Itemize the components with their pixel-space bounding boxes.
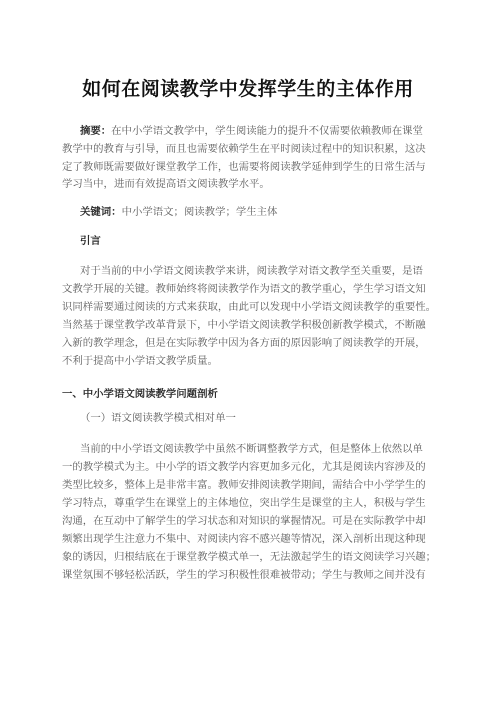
intro-heading: 引言 <box>80 235 101 247</box>
abstract-label: 摘要： <box>80 125 112 137</box>
abstract-text-1: 在中小学语文教学中，学生阅读能力的提升不仅需要依赖教师在课堂 <box>111 125 423 137</box>
section1-line-8: 课堂氛围不够轻松活跃，学生的学习积极性很难被带动；学生与教师之间并没有 <box>62 569 426 581</box>
section1-line-1: 当前的中小学语文阅读教学中虽然不断调整教学方式，但是整体上依然以单 <box>80 443 423 455</box>
section1-line-5: 沟通，在互动中了解学生的学习状态和对知识的掌握情况。可是在实际教学中却 <box>62 515 426 527</box>
intro-line-6: 不利于提高中小学语文教学质量。 <box>62 355 218 367</box>
intro-line-5: 入新的教学理念，但是在实际教学中因为各方面的原因影响了阅读教学的开展， <box>62 337 426 349</box>
section1-line-7: 象的诱因，归根结底在于课堂教学模式单一，无法激起学生的语文阅读学习兴趣； <box>62 551 437 563</box>
abstract-line-1 <box>80 125 423 138</box>
intro-line-3: 识同样需要通过阅读的方式来获取，由此可以发现中小学语文阅读教学的重要性。 <box>62 301 437 313</box>
intro-line-4: 当然基于课堂教学改革背景下，中小学语文阅读教学积极创新教学模式，不断融 <box>62 319 426 331</box>
abstract-line-2: 教学中的教育与引导，而且也需要依赖学生在平时阅读过程中的知识积累，这决 <box>62 143 426 155</box>
abstract-line-4: 学习当中，进而有效提高语文阅读教学水平。 <box>62 178 270 190</box>
keywords-line <box>80 206 277 219</box>
section1-line-2: 一的教学模式为主。中小学的语文教学内容更加多元化，尤其是阅读内容涉及的 <box>62 461 426 473</box>
section1-line-3: 类型比较多，整体上是非常丰富。教师安排阅读教学期间，需结合中小学学生的 <box>62 479 426 491</box>
section1-line-6: 频繁出现学生注意力不集中、对阅读内容不感兴趣等情况，深入剖析出现这种现 <box>62 533 426 545</box>
keywords-text: 中小学语文；阅读教学；学生主体 <box>121 206 278 218</box>
abstract-line-3: 定了教师既需要做好课堂教学工作，也需要将阅读教学延伸到学生的日常生活与 <box>62 161 426 173</box>
section1-heading: 一、中小学语文阅读教学问题剖析 <box>62 388 218 400</box>
document-title: 如何在阅读教学中发挥学生的主体作用 <box>82 78 414 100</box>
section1-subheading: （一）语文阅读教学模式相对单一 <box>80 412 236 424</box>
section1-line-4: 学习特点，尊重学生在课堂上的主体地位，突出学生是课堂的主人，积极与学生 <box>62 497 426 509</box>
keywords-label: 关键词： <box>80 206 122 218</box>
intro-line-1: 对于当前的中小学语文阅读教学来讲，阅读教学对语文教学至关重要，是语 <box>80 265 423 277</box>
intro-line-2: 文教学开展的关键。教师始终将阅读教学作为语文的教学重心，学生学习语文知 <box>62 283 426 295</box>
